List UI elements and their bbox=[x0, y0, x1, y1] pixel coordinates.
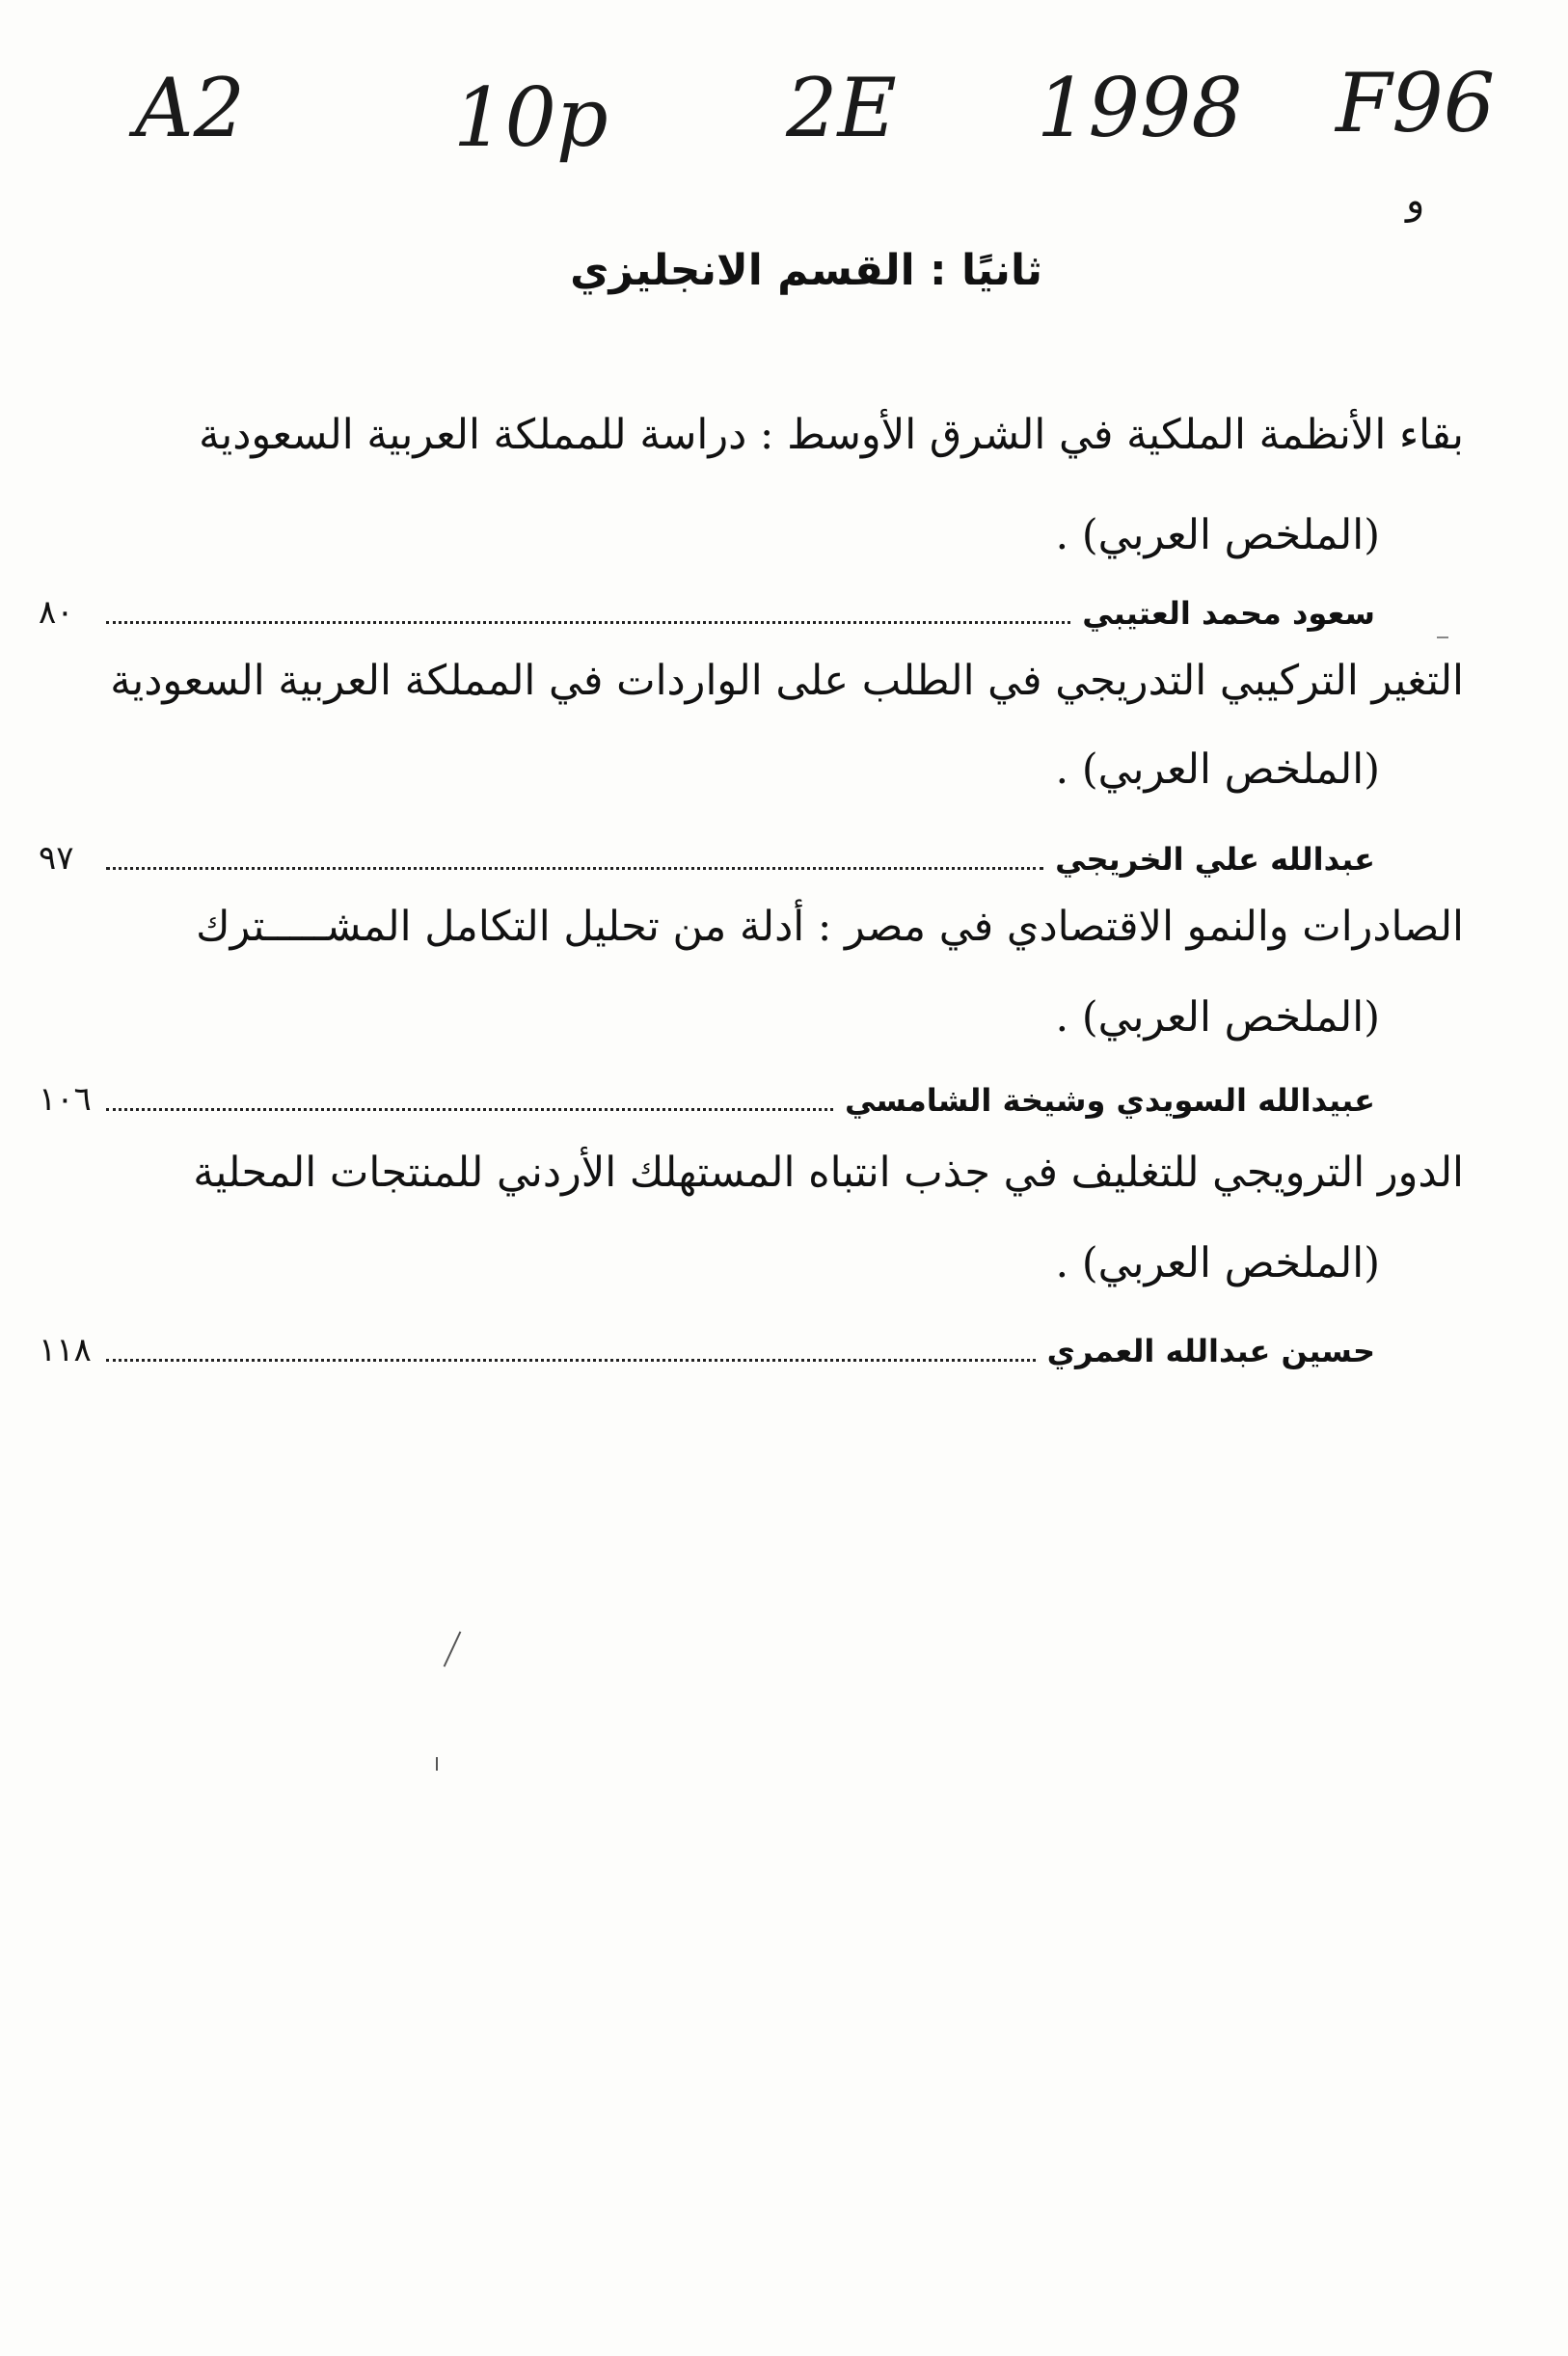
entry-2-author-row bbox=[39, 829, 1375, 878]
entry-1-author-row bbox=[39, 583, 1375, 632]
dot-leader bbox=[106, 867, 1043, 870]
handwritten-code-5: F96 bbox=[1336, 56, 1496, 150]
entry-3-title-line-1: الصادرات والنمو الاقتصادي في مصر : أدلة من تحليل التكامل المشـــــترك bbox=[196, 903, 1464, 951]
entry-2-page-number: ٩٧ bbox=[39, 839, 74, 878]
page-letter: و bbox=[1406, 178, 1425, 223]
handwritten-code-3: 2E bbox=[786, 61, 897, 155]
entry-4-page-number: ١١٨ bbox=[39, 1331, 92, 1369]
dot-leader bbox=[106, 621, 1070, 624]
entry-3-author: عبيدالله السويدي وشيخة الشامسي bbox=[845, 1082, 1375, 1119]
dot-leader bbox=[106, 1359, 1036, 1362]
entry-3-page-number: ١٠٦ bbox=[39, 1080, 92, 1119]
entry-3-author-row bbox=[39, 1070, 1375, 1119]
entry-4-author: حسين عبدالله العمري bbox=[1046, 1333, 1375, 1369]
entry-1-title-line-2: (الملخص العربي) . bbox=[1055, 511, 1380, 559]
entry-3-title-line-2: (الملخص العربي) . bbox=[1055, 993, 1380, 1042]
scan-mark bbox=[444, 1631, 462, 1666]
handwritten-code-1: A2 bbox=[135, 61, 246, 155]
scan-mark bbox=[1437, 636, 1448, 638]
entry-4-title-line-2: (الملخص العربي) . bbox=[1055, 1239, 1380, 1287]
entry-4-author-row bbox=[39, 1321, 1375, 1369]
entry-2-author: عبدالله علي الخريجي bbox=[1055, 841, 1375, 878]
handwritten-year: 1998 bbox=[1037, 61, 1243, 155]
dot-leader bbox=[106, 1108, 833, 1111]
entry-2-title-line-1: التغير التركيبي التدريجي في الطلب على الواردات في المملكة العربية السعودية bbox=[110, 657, 1464, 705]
section-title: ثانيًا : القسم الانجليزي bbox=[570, 246, 1042, 295]
entry-1-author: سعود محمد العتيبي bbox=[1082, 595, 1375, 632]
entry-1-page-number: ٨٠ bbox=[39, 593, 74, 632]
scan-mark bbox=[436, 1757, 438, 1771]
entry-4-title-line-1: الدور الترويجي للتغليف في جذب انتباه المستهلك الأردني للمنتجات المحلية bbox=[193, 1149, 1464, 1197]
entry-2-title-line-2: (الملخص العربي) . bbox=[1055, 745, 1380, 794]
entry-1-title-line-1: بقاء الأنظمة الملكية في الشرق الأوسط : دراسة للمملكة العربية السعودية bbox=[199, 411, 1464, 459]
handwritten-code-2: 10p bbox=[453, 70, 608, 165]
